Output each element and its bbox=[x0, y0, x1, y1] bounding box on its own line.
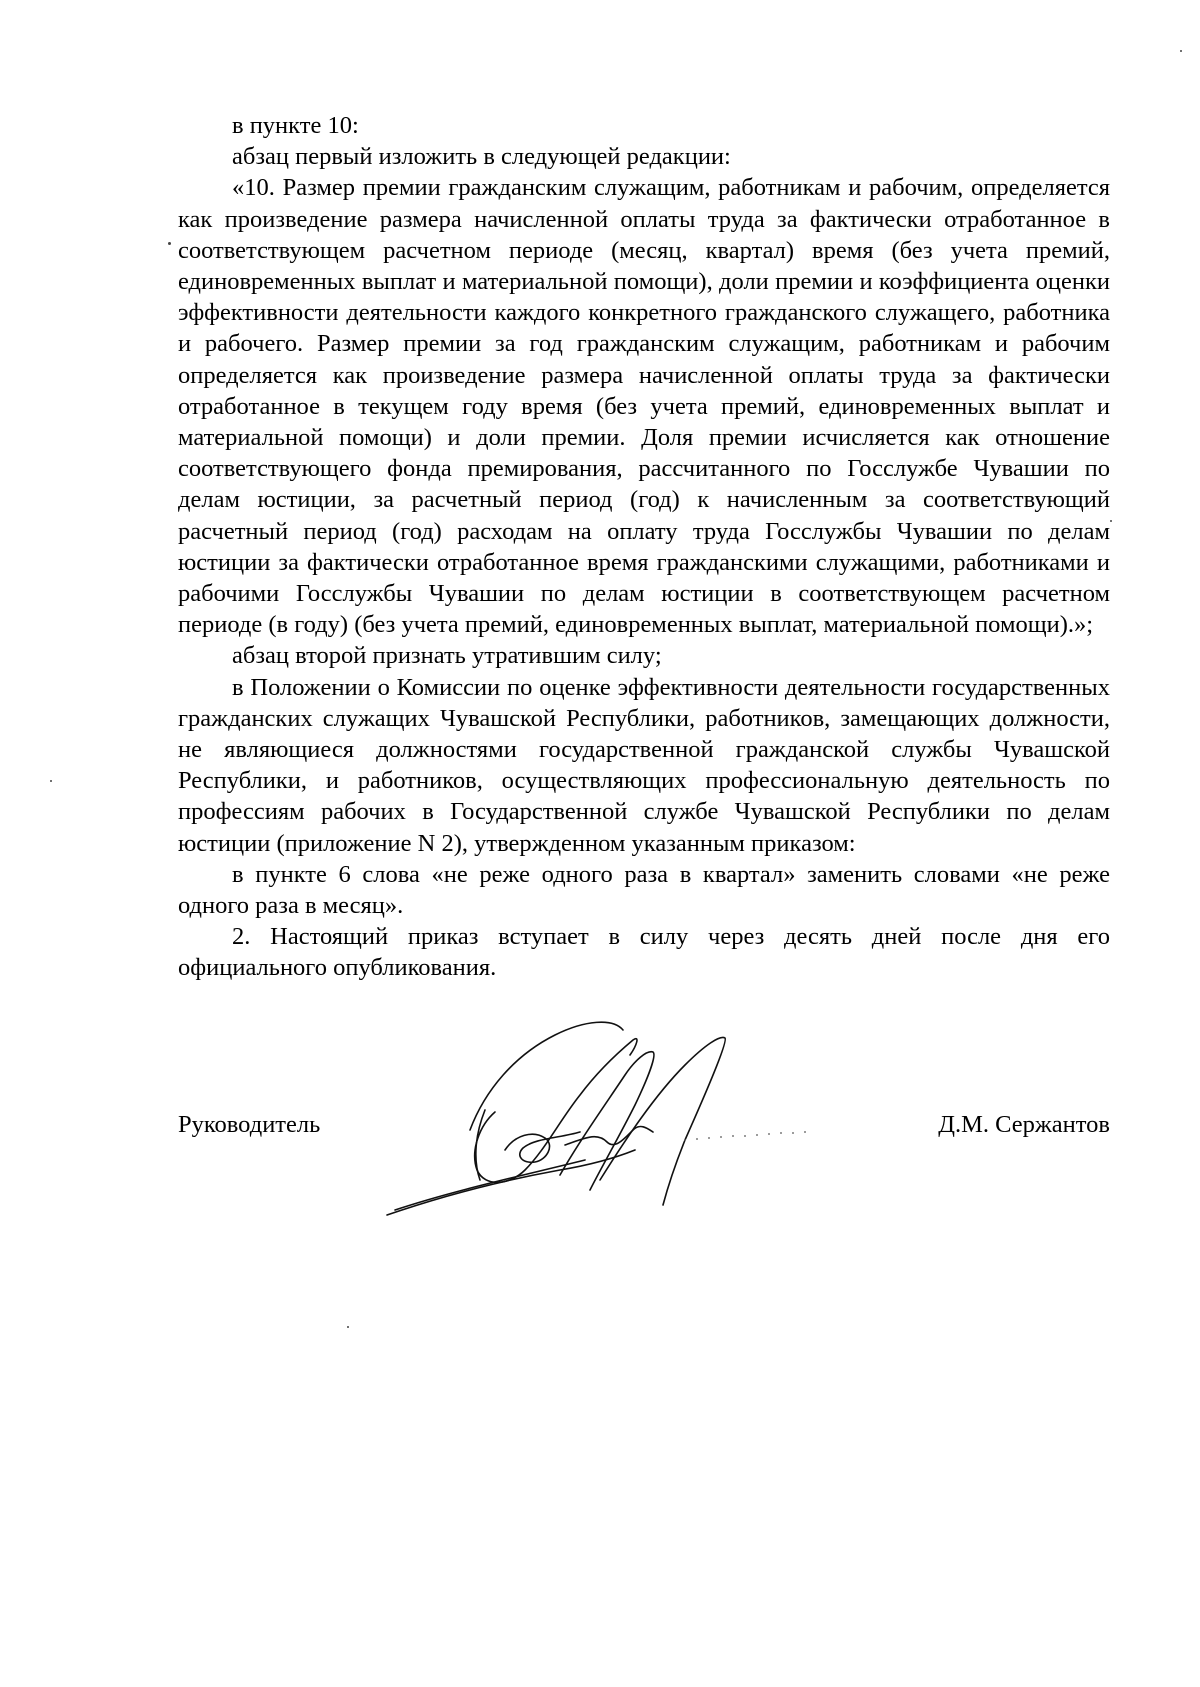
paragraph-first-paragraph-instruction: абзац первый изложить в следующей редакции: bbox=[232, 143, 731, 171]
paragraph-commission-regulation: в Положении о Комиссии по оценке эффективности деятельности государственных гражданских служащих Чувашской Республики, работников, замещающих должности, не являющиеся должностями государственной гражданской службы Чувашской Республики, и работников, осуществляющих профессиональную деятельность по профессиям рабочих в Государственной службе Чувашской Республики по делам юстиции (приложение N 2), утвержденном указанным приказом: bbox=[178, 673, 1110, 857]
paragraph-item-10-heading: в пункте 10: bbox=[232, 112, 359, 139]
handwritten-signature bbox=[385, 1010, 845, 1230]
signatory-name: Д.М. Сержантов bbox=[938, 1111, 1110, 1138]
scan-speck bbox=[1180, 50, 1182, 52]
scan-speck bbox=[168, 242, 171, 245]
scan-speck bbox=[50, 780, 52, 782]
signatory-title: Руководитель bbox=[178, 1111, 321, 1138]
paragraph-second-paragraph-void: абзац второй признать утратившим силу; bbox=[232, 642, 662, 670]
document-body bbox=[178, 110, 1110, 984]
scan-speck bbox=[1110, 520, 1112, 522]
paragraph-new-item-10-text: «10. Размер премии гражданским служащим, работникам и рабочим, определяется как произведение размера начисленной оплаты труда за фактически отработанное в соответствующем расчетном периоде (месяц, квартал) время (без учета премий, единовременных выплат и материальной помощи), доли премии и коэффициента оценки эффективности деятельности каждого конкретного гражданского служащего, работника и рабочего. Размер премии за год гражданским служащим, работникам и рабочим определяется как произведение размера начисленной оплаты труда за фактически отработанное в текущем году время (без учета премий, единовременных выплат и материальной помощи) и доли премии. Доля премии исчисляется как отношение соответствующего фонда премирования, рассчитанного по Госслужбе Чувашии по делам юстиции, за расчетный период (год) к начисленным за соответствующий расчетный период (год) расходам на оплату труда Госслужбы Чувашии по делам юстиции за фактически отработанное время гражданскими служащими, работниками и рабочими Госслужбы Чувашии по делам юстиции в соответствующем расчетном периоде (в году) (без учета премий, единовременных выплат, материальной помощи).»; bbox=[178, 174, 1110, 639]
paragraph-effective-date: 2. Настоящий приказ вступает в силу через десять дней после дня его официального опубликования. bbox=[178, 923, 1110, 982]
scan-speck bbox=[347, 1326, 349, 1328]
paragraph-item-6-change: в пункте 6 слова «не реже одного раза в квартал» заменить словами «не реже одного раза в месяц». bbox=[178, 860, 1110, 920]
